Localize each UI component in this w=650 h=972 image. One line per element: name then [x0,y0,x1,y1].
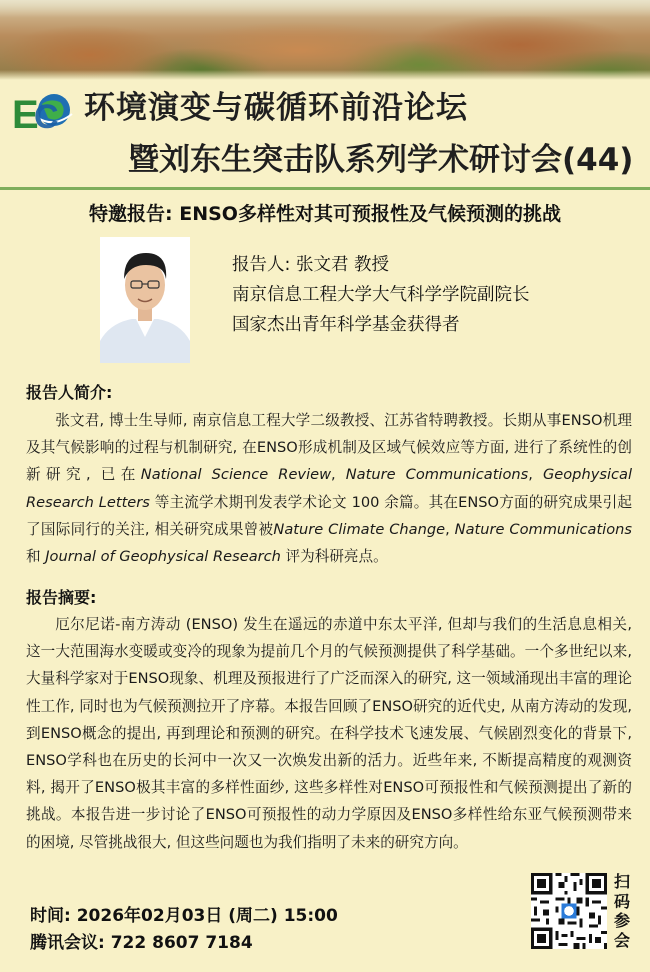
speaker-info [232,250,530,340]
logo-c-letter: C [34,98,59,136]
scan-label-char-1: 扫 [613,872,630,891]
bio-text-3: 和 [26,548,46,566]
bio-paragraph [26,407,632,570]
journal-jgr: Journal of Geophysical Research [45,548,281,566]
scan-label-char-3: 参 [613,911,630,930]
journal-nsr: National Science Review [140,466,332,484]
speaker-photo [100,237,190,363]
speaker-honor: 国家杰出青年科学基金获得者 [232,315,460,335]
bio-text-4: 评为科研亮点。 [280,548,388,566]
speaker-name: 报告人: 张文君 教授 [232,255,390,275]
bio-heading: 报告人简介: [26,383,113,402]
journal-grl: Geophysical Research Letters [26,466,633,511]
abstract-paragraph: 厄尔尼诺-南方涛动 (ENSO) 发生在遥远的赤道中东太平洋, 但却与我们的生活息息相关, 这一大范围海水变暖或变冷的现象为提前几个月的气候预测提供了科学基础。一个多世纪以来, 大量科学家对于ENSO现象、机理及预报进行了广泛而深入的研究, 这一领域涌现出丰富的理论性工作, 同时也为气候预测拉开了序幕。本报告回顾了ENSO研究的近代史, 从南方涛动的发现, 到ENSO概念的提出, 再到理论和预测的研究。在科学技术飞速发展、气候剧烈变化的背景下, ENSO学科也在历史的长河中一次又一次焕发出新的活力。近些年来, 不断提高精度的观测资料, 揭开了ENSO极其丰富的多样性面纱, 这些多样性对ENSO可预报性和气候预测提出了新的挑战。本报告进一步讨论了ENSO可预报性的动力学原因及ENSO多样性给东亚气候预测带来的困境, 尽管挑战很大, 但这些问题也为我们指明了未来的研究方向。 [26,616,632,851]
speaker-position: 南京信息工程大学大气科学学院副院长 [232,285,530,305]
forum-logo [10,88,76,136]
landscape-banner [0,0,650,80]
scan-to-join-label [611,872,633,950]
meeting-id: 腾讯会议: 722 8607 7184 [30,933,253,953]
bio-sep-1: , [331,466,346,484]
abstract-heading: 报告摘要: [26,588,97,607]
bio-text-1: 张文君, 博士生导师, 南京信息工程大学二级教授、江苏省特聘教授。长期从事ENSO机理及其气候影响的过程与机制研究, 在ENSO形成机制及区域气候效应等方面, 进行了系统性的创新研究, 已在 [26,412,632,484]
logo-e-letter: E [12,93,39,136]
qr-code[interactable] [531,873,607,949]
bio-sep-3: , [445,520,455,538]
journal-nc-2: Nature Communications [454,520,633,538]
header-divider [0,187,650,190]
scan-label-char-2: 码 [613,891,630,911]
bio-text-2: 等主流学术期刊发表学术论文 100 余篇。其在ENSO方面的研究成果引起了国际同行的关注, 相关研究成果曾被 [26,493,632,538]
journal-nc: Nature Communications [345,466,529,484]
report-title: 特邀报告: ENSO多样性对其可预报性及气候预测的挑战 [89,203,561,225]
event-time: 时间: 2026年02月03日 (周二) 15:00 [30,906,338,926]
journal-ncc: Nature Climate Change [273,520,446,538]
scan-label-char-4: 会 [613,930,630,950]
bio-sep-2: , [528,466,543,484]
seminar-subtitle: 暨刘东生突击队系列学术研讨会(44) [128,142,634,178]
forum-title: 环境演变与碳循环前沿论坛 [84,90,468,126]
